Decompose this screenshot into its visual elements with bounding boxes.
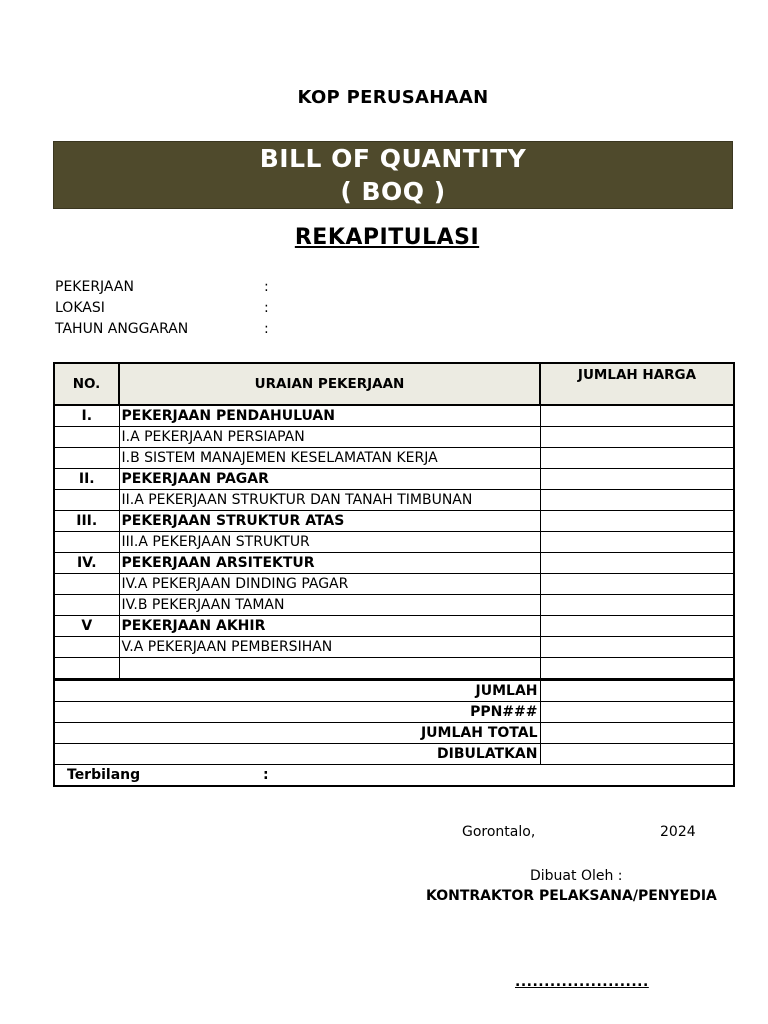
row-jumlah-harga[interactable] [540, 553, 734, 574]
row-description [119, 658, 540, 680]
row-jumlah-harga[interactable] [540, 511, 734, 532]
info-tahun-anggaran [55, 321, 269, 337]
row-jumlah-harga[interactable] [540, 595, 734, 616]
info-label: TAHUN ANGGARAN [55, 321, 189, 337]
contractor-title: KONTRAKTOR PELAKSANA/PENYEDIA [426, 888, 717, 904]
row-number [54, 637, 119, 658]
row-description: I.A PEKERJAAN PERSIAPAN [119, 427, 540, 448]
document-subtitle: REKAPITULASI [294, 225, 480, 250]
row-jumlah-harga[interactable] [540, 427, 734, 448]
summary-label: DIBULATKAN [54, 744, 540, 765]
row-number [54, 490, 119, 511]
row-jumlah-harga[interactable] [540, 574, 734, 595]
signing-year: 2024 [660, 824, 696, 840]
item-row [54, 427, 734, 448]
table-header-row [54, 363, 734, 405]
row-number [54, 658, 119, 680]
boq-table [53, 362, 735, 787]
info-label: PEKERJAAN [55, 279, 134, 295]
row-description: PEKERJAAN ARSITEKTUR [119, 553, 540, 574]
document-title-abbr: ( BOQ ) [340, 177, 446, 206]
summary-row-jumlah [54, 680, 734, 702]
section-row [54, 553, 734, 574]
info-separator: : [264, 279, 269, 295]
summary-row-dibulatkan [54, 744, 734, 765]
row-description: II.A PEKERJAAN STRUKTUR DAN TANAH TIMBUNAN [119, 490, 540, 511]
row-description: V.A PEKERJAAN PEMBERSIHAN [119, 637, 540, 658]
section-row [54, 469, 734, 490]
info-pekerjaan [55, 279, 269, 295]
row-number: V [54, 616, 119, 637]
row-number: II. [54, 469, 119, 490]
summary-row-jumlah-total [54, 723, 734, 744]
row-description: IV.A PEKERJAAN DINDING PAGAR [119, 574, 540, 595]
row-description: PEKERJAAN PENDAHULUAN [119, 405, 540, 427]
item-row [54, 490, 734, 511]
row-number [54, 595, 119, 616]
row-description: PEKERJAAN AKHIR [119, 616, 540, 637]
row-description: III.A PEKERJAAN STRUKTUR [119, 532, 540, 553]
row-jumlah-harga[interactable] [540, 405, 734, 427]
header-jumlah-harga: JUMLAH HARGA [540, 363, 734, 405]
row-number [54, 532, 119, 553]
terbilang-separator: : [263, 767, 269, 783]
row-number [54, 427, 119, 448]
summary-label: JUMLAH TOTAL [54, 723, 540, 744]
section-row [54, 511, 734, 532]
summary-row-ppn [54, 702, 734, 723]
summary-value[interactable] [540, 702, 734, 723]
section-row [54, 405, 734, 427]
item-row [54, 448, 734, 469]
header-no: NO. [54, 363, 119, 405]
signature-line: ....................... [515, 974, 649, 990]
item-row [54, 637, 734, 658]
document-title: BILL OF QUANTITY [259, 144, 527, 173]
terbilang-label: Terbilang [67, 767, 141, 783]
item-row [54, 595, 734, 616]
summary-value[interactable] [540, 723, 734, 744]
info-lokasi [55, 300, 269, 316]
title-banner [53, 141, 733, 209]
signing-city: Gorontalo, [462, 824, 536, 840]
row-description: PEKERJAAN PAGAR [119, 469, 540, 490]
summary-value[interactable] [540, 744, 734, 765]
item-row [54, 574, 734, 595]
summary-label: JUMLAH [54, 680, 540, 702]
row-jumlah-harga[interactable] [540, 637, 734, 658]
info-separator: : [264, 321, 269, 337]
summary-label: PPN### [54, 702, 540, 723]
header-uraian: URAIAN PEKERJAAN [119, 363, 540, 405]
row-jumlah-harga[interactable] [540, 448, 734, 469]
prepared-by-label: Dibuat Oleh : [530, 868, 623, 884]
item-row [54, 658, 734, 680]
section-row [54, 616, 734, 637]
terbilang-row [54, 765, 734, 787]
row-jumlah-harga[interactable] [540, 490, 734, 511]
row-number [54, 448, 119, 469]
row-number: III. [54, 511, 119, 532]
info-separator: : [264, 300, 269, 316]
terbilang-cell[interactable] [54, 765, 734, 787]
row-description: IV.B PEKERJAAN TAMAN [119, 595, 540, 616]
row-description: I.B SISTEM MANAJEMEN KESELAMATAN KERJA [119, 448, 540, 469]
row-number: I. [54, 405, 119, 427]
row-jumlah-harga[interactable] [540, 469, 734, 490]
row-jumlah-harga[interactable] [540, 532, 734, 553]
row-number: IV. [54, 553, 119, 574]
row-jumlah-harga[interactable] [540, 658, 734, 680]
item-row [54, 532, 734, 553]
company-letterhead: KOP PERUSAHAAN [297, 87, 489, 108]
row-number [54, 574, 119, 595]
summary-value[interactable] [540, 680, 734, 702]
row-jumlah-harga[interactable] [540, 616, 734, 637]
row-description: PEKERJAAN STRUKTUR ATAS [119, 511, 540, 532]
info-label: LOKASI [55, 300, 105, 316]
